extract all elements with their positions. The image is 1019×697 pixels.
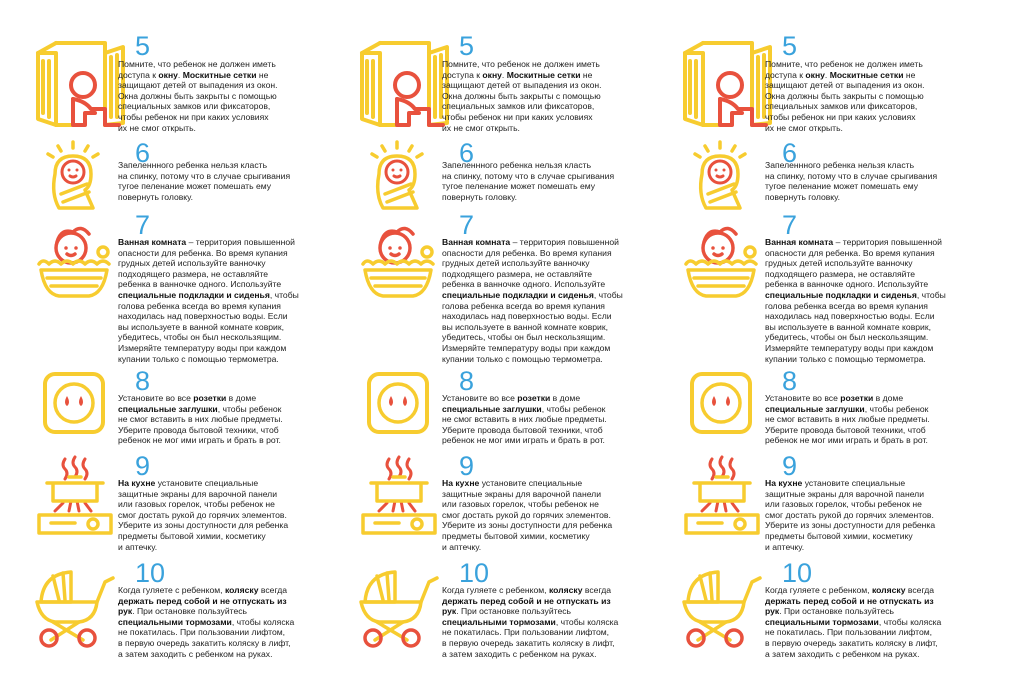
text-segment: защищают детей от выпадения из окон. bbox=[118, 80, 278, 91]
text-segment: , чтобы ребенок bbox=[864, 403, 929, 414]
swaddled-baby-icon bbox=[33, 140, 128, 215]
text-segment: ребенка в ванночке одного. Используйте bbox=[442, 279, 606, 290]
tip-number: 9 bbox=[459, 451, 475, 481]
tip-text bbox=[765, 237, 987, 364]
bold-text: специальные подкладки и сиденья bbox=[118, 289, 270, 300]
text-segment: на спинку, потому что в случае срыгивания bbox=[765, 170, 938, 181]
tip-text bbox=[765, 585, 987, 659]
tip-text bbox=[118, 160, 340, 202]
text-segment: не смог вставить в них любые предметы. bbox=[765, 414, 930, 425]
text-segment: установите специальные bbox=[479, 478, 583, 488]
power-socket-icon bbox=[680, 368, 775, 443]
text-segment: тугое пеленание может помешать ему bbox=[442, 181, 596, 192]
stroller-icon bbox=[680, 560, 775, 655]
text-segment: грудных детей используйте ванночку bbox=[765, 258, 913, 269]
text-segment: убедитесь, чтобы он был нескользящим. bbox=[118, 332, 282, 343]
text-segment: . bbox=[501, 69, 507, 80]
text-segment: и аптечку. bbox=[442, 541, 482, 552]
text-segment: вы используете в ванной комнате коврик, bbox=[442, 321, 608, 332]
stove-pot-icon bbox=[357, 453, 452, 548]
text-segment: ребенка в ванночке одного. Используйте bbox=[765, 279, 929, 290]
bold-text: коляску bbox=[548, 585, 583, 595]
text-segment: доступа к bbox=[118, 69, 159, 80]
text-segment: всегда bbox=[905, 585, 934, 595]
bold-text: Москитные сетки bbox=[182, 69, 257, 80]
bold-text: На кухне bbox=[118, 478, 156, 488]
text-segment: предметы бытовой химии, косметику bbox=[765, 530, 913, 541]
stroller-icon bbox=[33, 560, 128, 655]
text-segment: – территория повышенной bbox=[833, 237, 942, 247]
bold-text: специальными тормозами bbox=[442, 616, 556, 627]
text-segment: ребенок не мог ими играть и брать в рот. bbox=[118, 435, 281, 446]
text-segment: . bbox=[177, 69, 183, 80]
text-segment: голова ребенка всегда во время купания bbox=[442, 300, 605, 311]
tip-number: 6 bbox=[135, 138, 151, 168]
text-segment: защитные экраны для варочной панели bbox=[765, 488, 924, 499]
text-segment: Уберите из зоны доступности для ребенка bbox=[118, 520, 289, 531]
text-segment: защищают детей от выпадения из окон. bbox=[765, 80, 925, 91]
tip-text bbox=[442, 160, 664, 202]
text-segment: , чтобы bbox=[269, 289, 299, 300]
window-child-icon bbox=[357, 33, 452, 138]
bold-text: Ванная комната bbox=[765, 237, 834, 247]
bold-text: держать перед собой и не отпускать из bbox=[442, 595, 611, 606]
text-segment: или газовых горелок, чтобы ребенок не bbox=[765, 499, 922, 510]
tips-column-3 bbox=[680, 0, 990, 697]
text-segment: ребенка в ванночке одного. Используйте bbox=[118, 279, 282, 290]
text-segment: голова ребенка всегда во время купания bbox=[118, 300, 281, 311]
text-segment: не bbox=[903, 69, 916, 80]
text-segment: не bbox=[256, 69, 269, 80]
text-segment: . При остановке пользуйтесь bbox=[132, 606, 248, 617]
text-segment: в первую очередь закатить коляску в лифт, bbox=[765, 637, 938, 648]
text-segment: купании только с помощью термометра. bbox=[442, 353, 603, 364]
text-segment: Помните, что ребенок не должен иметь bbox=[118, 59, 276, 69]
text-segment: не смог вставить в них любые предметы. bbox=[118, 414, 283, 425]
text-segment: Уберите провода бытовой техники, чтоб bbox=[765, 424, 926, 435]
window-child-icon bbox=[33, 33, 128, 138]
text-segment: или газовых горелок, чтобы ребенок не bbox=[118, 499, 275, 510]
stroller-icon bbox=[357, 560, 452, 655]
text-segment: а затем заходить с ребенком на руках. bbox=[765, 648, 920, 659]
tip-number: 5 bbox=[782, 31, 798, 61]
text-segment: тугое пеленание может помешать ему bbox=[765, 181, 919, 192]
text-segment: смог достать рукой до горячих элементов. bbox=[765, 509, 934, 520]
tips-column-2 bbox=[357, 0, 667, 697]
tip-number: 8 bbox=[459, 366, 475, 396]
text-segment: – территория повышенной bbox=[186, 237, 295, 247]
text-segment: Измеряйте температуру воды при каждом bbox=[765, 342, 934, 353]
text-segment: в доме bbox=[550, 393, 581, 403]
text-segment: опасности для ребенка. Во время купания bbox=[765, 247, 935, 258]
bold-text: рук bbox=[765, 606, 780, 617]
text-segment: повернуть головку. bbox=[765, 191, 840, 202]
tip-text bbox=[442, 59, 664, 133]
power-socket-icon bbox=[357, 368, 452, 443]
text-segment: специальных замков или фиксаторов, bbox=[765, 101, 918, 112]
text-segment: в первую очередь закатить коляску в лифт, bbox=[118, 637, 291, 648]
text-segment: , чтобы коляска bbox=[878, 616, 942, 627]
tip-number: 10 bbox=[135, 558, 166, 588]
tip-number: 6 bbox=[459, 138, 475, 168]
text-segment: , чтобы bbox=[916, 289, 946, 300]
text-segment: не смог вставить в них любые предметы. bbox=[442, 414, 607, 425]
text-segment: Измеряйте температуру воды при каждом bbox=[118, 342, 287, 353]
text-segment: предметы бытовой химии, косметику bbox=[118, 530, 266, 541]
text-segment: . bbox=[824, 69, 830, 80]
text-segment: в доме bbox=[226, 393, 257, 403]
text-segment: а затем заходить с ребенком на руках. bbox=[442, 648, 597, 659]
text-segment: не покатилась. При пользовании лифтом, bbox=[118, 627, 286, 638]
bathtub-baby-icon bbox=[33, 212, 128, 307]
text-segment: , чтобы коляска bbox=[555, 616, 619, 627]
text-segment: и аптечку. bbox=[765, 541, 805, 552]
text-segment: тугое пеленание может помешать ему bbox=[118, 181, 272, 192]
text-segment: Запеленнного ребенка нельзя класть bbox=[765, 160, 915, 170]
text-segment: . При остановке пользуйтесь bbox=[456, 606, 572, 617]
text-segment: чтобы ребенок ни при каких условиях bbox=[442, 111, 593, 122]
text-segment: всегда bbox=[582, 585, 611, 595]
text-segment: Установите во все bbox=[118, 393, 194, 403]
text-segment: Окна должны быть закрыты с помощью bbox=[118, 90, 277, 101]
text-segment: ребенок не мог ими играть и брать в рот. bbox=[442, 435, 605, 446]
bold-text: специальные подкладки и сиденья bbox=[442, 289, 594, 300]
text-segment: Запеленнного ребенка нельзя класть bbox=[442, 160, 592, 170]
bold-text: На кухне bbox=[765, 478, 803, 488]
text-segment: Установите во все bbox=[765, 393, 841, 403]
text-segment: повернуть головку. bbox=[442, 191, 517, 202]
text-segment: не покатилась. При пользовании лифтом, bbox=[442, 627, 610, 638]
tip-text bbox=[765, 59, 987, 133]
text-segment: не покатилась. При пользовании лифтом, bbox=[765, 627, 933, 638]
bold-text: специальные подкладки и сиденья bbox=[765, 289, 917, 300]
bold-text: Москитные сетки bbox=[506, 69, 581, 80]
text-segment: , чтобы ребенок bbox=[217, 403, 282, 414]
tip-number: 8 bbox=[135, 366, 151, 396]
bold-text: На кухне bbox=[442, 478, 480, 488]
bold-text: коляску bbox=[224, 585, 259, 595]
bold-text: рук bbox=[118, 606, 133, 617]
text-segment: Уберите провода бытовой техники, чтоб bbox=[442, 424, 603, 435]
text-segment: Уберите провода бытовой техники, чтоб bbox=[118, 424, 279, 435]
tip-number: 8 bbox=[782, 366, 798, 396]
text-segment: Установите во все bbox=[442, 393, 518, 403]
text-segment: их не смог открыть. bbox=[118, 122, 196, 133]
text-segment: специальных замков или фиксаторов, bbox=[118, 101, 271, 112]
tip-text bbox=[765, 478, 987, 552]
bold-text: рук bbox=[442, 606, 457, 617]
tip-number: 5 bbox=[459, 31, 475, 61]
text-segment: смог достать рукой до горячих элементов. bbox=[442, 509, 611, 520]
tip-text bbox=[118, 393, 340, 446]
bold-text: специальные заглушки bbox=[765, 403, 865, 414]
text-segment: в доме bbox=[873, 393, 904, 403]
text-segment: Окна должны быть закрыты с помощью bbox=[765, 90, 924, 101]
text-segment: купании только с помощью термометра. bbox=[765, 353, 926, 364]
stove-pot-icon bbox=[33, 453, 128, 548]
text-segment: или газовых горелок, чтобы ребенок не bbox=[442, 499, 599, 510]
text-segment: опасности для ребенка. Во время купания bbox=[442, 247, 612, 258]
text-segment: в первую очередь закатить коляску в лифт, bbox=[442, 637, 615, 648]
text-segment: а затем заходить с ребенком на руках. bbox=[118, 648, 273, 659]
tip-number: 7 bbox=[135, 210, 151, 240]
text-segment: , чтобы коляска bbox=[231, 616, 295, 627]
text-segment: защищают детей от выпадения из окон. bbox=[442, 80, 602, 91]
text-segment: находилась над поверхностью воды. Если bbox=[765, 311, 935, 322]
bold-text: специальными тормозами bbox=[118, 616, 232, 627]
window-child-icon bbox=[680, 33, 775, 138]
text-segment: . При остановке пользуйтесь bbox=[779, 606, 895, 617]
text-segment: убедитесь, чтобы он был нескользящим. bbox=[765, 332, 929, 343]
bathtub-baby-icon bbox=[357, 212, 452, 307]
bold-text: Ванная комната bbox=[442, 237, 511, 247]
tip-number: 7 bbox=[459, 210, 475, 240]
text-segment: , чтобы bbox=[593, 289, 623, 300]
bold-text: розетки bbox=[517, 393, 551, 403]
bold-text: Ванная комната bbox=[118, 237, 187, 247]
text-segment: подходящего размера, не оставляйте bbox=[442, 268, 593, 279]
tip-number: 10 bbox=[459, 558, 490, 588]
tip-text bbox=[442, 237, 664, 364]
tip-text bbox=[118, 237, 340, 364]
text-segment: подходящего размера, не оставляйте bbox=[118, 268, 269, 279]
text-segment: опасности для ребенка. Во время купания bbox=[118, 247, 288, 258]
text-segment: купании только с помощью термометра. bbox=[118, 353, 279, 364]
text-segment: не bbox=[580, 69, 593, 80]
bold-text: специальными тормозами bbox=[765, 616, 879, 627]
text-segment: и аптечку. bbox=[118, 541, 158, 552]
tip-text bbox=[765, 160, 987, 202]
text-segment: установите специальные bbox=[802, 478, 906, 488]
bold-text: специальные заглушки bbox=[442, 403, 542, 414]
text-segment: ребенок не мог ими играть и брать в рот. bbox=[765, 435, 928, 446]
text-segment: их не смог открыть. bbox=[765, 122, 843, 133]
text-segment: голова ребенка всегда во время купания bbox=[765, 300, 928, 311]
tip-text bbox=[118, 585, 340, 659]
tip-text bbox=[442, 585, 664, 659]
text-segment: Измеряйте температуру воды при каждом bbox=[442, 342, 611, 353]
power-socket-icon bbox=[33, 368, 128, 443]
tip-text bbox=[765, 393, 987, 446]
tip-number: 5 bbox=[135, 31, 151, 61]
bold-text: держать перед собой и не отпускать из bbox=[118, 595, 287, 606]
bold-text: розетки bbox=[193, 393, 227, 403]
tip-number: 7 bbox=[782, 210, 798, 240]
bold-text: держать перед собой и не отпускать из bbox=[765, 595, 934, 606]
bold-text: окну bbox=[158, 69, 178, 80]
text-segment: предметы бытовой химии, косметику bbox=[442, 530, 590, 541]
text-segment: вы используете в ванной комнате коврик, bbox=[765, 321, 931, 332]
tip-number: 10 bbox=[782, 558, 813, 588]
text-segment: на спинку, потому что в случае срыгивания bbox=[118, 170, 291, 181]
bold-text: окну bbox=[805, 69, 825, 80]
text-segment: всегда bbox=[258, 585, 287, 595]
stove-pot-icon bbox=[680, 453, 775, 548]
bold-text: специальные заглушки bbox=[118, 403, 218, 414]
text-segment: Помните, что ребенок не должен иметь bbox=[765, 59, 923, 69]
text-segment: грудных детей используйте ванночку bbox=[442, 258, 590, 269]
text-segment: повернуть головку. bbox=[118, 191, 193, 202]
text-segment: Уберите из зоны доступности для ребенка bbox=[442, 520, 613, 531]
text-segment: находилась над поверхностью воды. Если bbox=[442, 311, 612, 322]
text-segment: чтобы ребенок ни при каких условиях bbox=[118, 111, 269, 122]
text-segment: Запеленнного ребенка нельзя класть bbox=[118, 160, 268, 170]
bold-text: окну bbox=[482, 69, 502, 80]
text-segment: защитные экраны для варочной панели bbox=[118, 488, 277, 499]
text-segment: подходящего размера, не оставляйте bbox=[765, 268, 916, 279]
tip-text bbox=[118, 478, 340, 552]
text-segment: находилась над поверхностью воды. Если bbox=[118, 311, 288, 322]
tip-number: 9 bbox=[782, 451, 798, 481]
text-segment: их не смог открыть. bbox=[442, 122, 520, 133]
text-segment: доступа к bbox=[442, 69, 483, 80]
text-segment: грудных детей используйте ванночку bbox=[118, 258, 266, 269]
text-segment: Уберите из зоны доступности для ребенка bbox=[765, 520, 936, 531]
text-segment: Помните, что ребенок не должен иметь bbox=[442, 59, 600, 69]
text-segment: – территория повышенной bbox=[510, 237, 619, 247]
swaddled-baby-icon bbox=[680, 140, 775, 215]
tips-column-1 bbox=[33, 0, 343, 697]
tip-number: 6 bbox=[782, 138, 798, 168]
tip-text bbox=[442, 393, 664, 446]
text-segment: смог достать рукой до горячих элементов. bbox=[118, 509, 287, 520]
text-segment: вы используете в ванной комнате коврик, bbox=[118, 321, 284, 332]
tip-number: 9 bbox=[135, 451, 151, 481]
text-segment: защитные экраны для варочной панели bbox=[442, 488, 601, 499]
bold-text: Москитные сетки bbox=[829, 69, 904, 80]
swaddled-baby-icon bbox=[357, 140, 452, 215]
tip-text bbox=[118, 59, 340, 133]
text-segment: Когда гуляете с ребенком, bbox=[442, 585, 549, 595]
text-segment: специальных замков или фиксаторов, bbox=[442, 101, 595, 112]
text-segment: , чтобы ребенок bbox=[541, 403, 606, 414]
bold-text: коляску bbox=[871, 585, 906, 595]
tip-text bbox=[442, 478, 664, 552]
text-segment: установите специальные bbox=[155, 478, 259, 488]
bold-text: розетки bbox=[840, 393, 874, 403]
text-segment: Окна должны быть закрыты с помощью bbox=[442, 90, 601, 101]
text-segment: доступа к bbox=[765, 69, 806, 80]
text-segment: чтобы ребенок ни при каких условиях bbox=[765, 111, 916, 122]
bathtub-baby-icon bbox=[680, 212, 775, 307]
text-segment: убедитесь, чтобы он был нескользящим. bbox=[442, 332, 606, 343]
text-segment: Когда гуляете с ребенком, bbox=[765, 585, 872, 595]
text-segment: Когда гуляете с ребенком, bbox=[118, 585, 225, 595]
text-segment: на спинку, потому что в случае срыгивания bbox=[442, 170, 615, 181]
